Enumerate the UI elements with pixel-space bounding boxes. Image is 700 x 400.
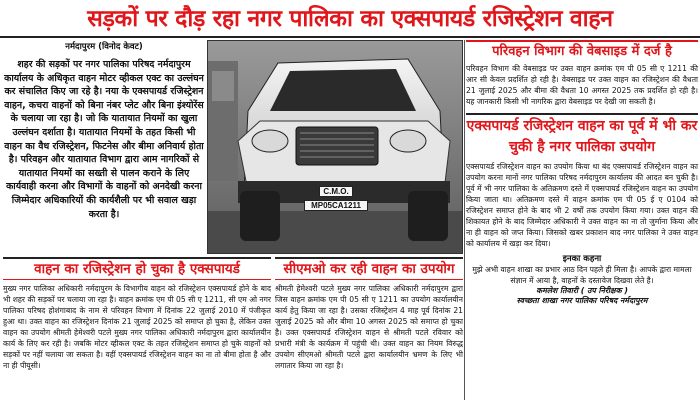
section-a-text: मुख्य नगर पालिका अधिकारी नर्मदापुरम के विभागीय वाहन को रजिस्ट्रेशन एक्सपायर्ड होने के बाद भी शहर की सड़कों पर चलाया जा रहा है। वाहन क्रमांक एम पी 05 सी ए 1211, सी एम ओ नगर पालिका परिषद होशंगाबाद के नाम से परिवहन विभाग में दिनांक 22 जुलाई 2010 में पंजीकृत हुआ था। उक्त वाहन का रजिस्ट्रेशन दिनांक 21 जुलाई 2025 को समाप्त हो चुका है, लेकिन उक्त वाहन का उपयोग श्रीमती हेमेश्वरी पटले मुख्य नगर पालिका अधिकारी नर्मदापुरम द्वारा कार्यालयीन कार्य के लिए कर रही है। जबकि मोटर व्हीकल एक्ट के तहत रजिस्ट्रेशन समाप्त हो चुके वाहनों को सड़कों पर नहीं चलाया जा सकता है। वहीं एक्सपायर्ड रजिस्ट्रेशन वाहन का ना तो बीमा होता है और ना ही पीयूसी। [3, 284, 271, 370]
plate-block [304, 181, 368, 211]
right-text-1: परिवहन विभाग की वेबसाइड पर उक्त वाहन क्रमांक एम पी 05 सी ए 1211 की आर सी केवल प्रदर्शित हो रही है। वेबसाइड पर उक्त वाहन का रजिस्ट्रेशन की वैधता 21 जुलाई 2025 और बीमा की वैधता 10 अगस्त 2025 तक प्रदर्शित हो रही है। यह जानकारी किसी भी नागरिक द्वारा वेबसाइड पर देखी जा सकती है। [466, 64, 698, 106]
right-text-2: एक्सपायर्ड रजिस्ट्रेशन वाहन का उपयोग किया था बंद एक्सपायर्ड रजिस्ट्रेशन वाहन का उपयोग करना मानों नगर पालिका परिषद नर्मदापुरम कार्यालय की आदत बन चुकी है। पूर्व में भी नगर पालिका के अतिक्रमण दस्ते में एक्सपायर्ड रजिस्ट्रेशन वाहन का उपयोग किया जाता था। अतिक्रमण दस्ते में वाहन क्रमांक एम पी 05 ई ए 0104 को रजिस्ट्रेशन समाप्त होने के बाद भी 2 वर्षों तक उपयोग किया गया। उक्त वाहन की शिकायत होने के बाद जिम्मेदार अधिकारी ने उक्त वाहन का ना तो जुर्माना किया और ना ही वाहन को जप्त किया। जिसको खबर प्रकाशन बाद नगर पालिका ने उक्त वाहन को कार्यालय में खड़ा कर दिया। [466, 162, 698, 248]
quote-name: कमलेश तिवारी ( उप निरीक्षक ) [536, 286, 628, 295]
lead-paragraph: शहर की सड़कों पर नगर पालिका परिषद नर्मदापुरम कार्यालय के अधिकृत वाहन मोटर व्हीकल एक्ट का उल्लंघन कर संचालित किए जा रहे है। नया के एक्सपायर्ड रजिस्ट्रेशन वाहन, कचरा वाहनों को बिना नंबर प्लेट और बिना इंश्योरेंस के चलाया जा रहा है। जो कि यातायात नियमों का खुला उल्लंघन दर्शाता है। यातायात नियमों के तहत किसी भी वाहन का वैध रजिस्ट्रेशन, फिटनेस और बीमा अनिवार्य होता है। परिवहन और यातायात विभाग द्वारा आम नागरिकों से यातायात नियमों का सख्ती से पालन कराने के लिए कार्यवाही करना और विभागों के वाहनों को अनदेखी करना जिम्मेदार अधिकारियों की कार्यशैली पर भी सवाल खड़ा करता है। [4, 59, 204, 220]
lead-column [3, 40, 205, 255]
quote-text: मुझे अभी वाहन शाखा का प्रभार आठ दिन पहले ही मिला है। आपके द्वारा मामला संज्ञान में आया है, वाहनों के दस्तावेज दिखवा लेते है। [472, 265, 692, 285]
right-head-1: परिवहन विभाग की वेबसाइड में दर्ज है [466, 40, 698, 60]
plate-label: C.M.O. [319, 186, 352, 197]
suv-illustration [208, 41, 463, 254]
headline: सड़कों पर दौड़ रहा नगर पालिका का एक्सपायर्ड रजिस्ट्रेशन वाहन [0, 0, 700, 38]
plate-number: MP05CA1211 [304, 200, 368, 211]
vehicle-photo [207, 40, 463, 254]
section-b-head: सीएमओ कर रही वाहन का उपयोग [275, 257, 463, 280]
right-head-2: एक्सपायर्ड रजिस्ट्रेशन वाहन का पूर्व में भी कर चुकी है नगर पालिका उपयोग [466, 113, 698, 158]
right-column [466, 40, 698, 400]
column-rule [464, 40, 465, 400]
section-a-head: वाहन का रजिस्ट्रेशन हो चुका है एक्सपायर्ड [3, 257, 271, 280]
section-registration-expired [3, 257, 271, 400]
byline: नर्मदापुरम (विनोद केवट) [65, 42, 143, 52]
quote-title: इनका कहना [562, 254, 602, 264]
section-b-text: श्रीमती हेमेश्वरी पटले मुख्य नगर पालिका अधिकारी नर्मदापुरम द्वारा जिस वाहन क्रमांक एम पी 05 सी ए 1211 का उपयोग कार्यालयीन कार्य हेतु किया जा रहा है। उसका रजिस्ट्रेशन 4 माह पूर्व दिनांक 21 जुलाई 2025 को और बीमा 10 अगस्त 2025 को समाप्त हो चुका है। उक्त एक्सपायर्ड रजिस्ट्रेशन वाहन से श्रीमती पटले रविवार को प्रभारी मंत्री के कार्यक्रम में पहुंची थी। उक्त वाहन का नियम विरुद्ध उपयोग सीएमओ श्रीमती पटले द्वारा कार्यालयीन भ्रमण के लिए भी लगातार किया जा रहा है। [275, 284, 463, 370]
section-cmo-usage [275, 257, 463, 400]
quote-org: स्वच्छता शाखा नगर पालिका परिषद नर्मदापुरम [516, 296, 648, 305]
